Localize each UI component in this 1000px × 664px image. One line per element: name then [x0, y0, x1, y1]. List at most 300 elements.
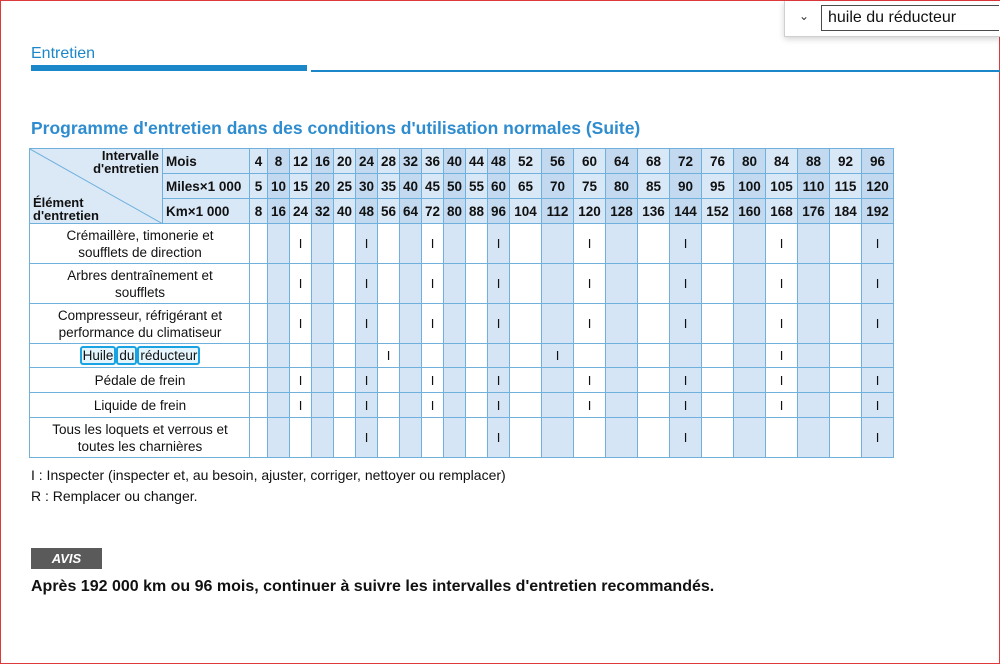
schedule-cell	[250, 418, 268, 458]
inspect-mark: I	[430, 276, 435, 291]
schedule-cell	[702, 304, 734, 344]
schedule-cell	[250, 224, 268, 264]
schedule-cell	[312, 304, 334, 344]
schedule-cell	[444, 264, 466, 304]
month-header-72: 72	[670, 149, 702, 174]
inspect-mark: I	[587, 236, 592, 251]
km-header-168: 168	[766, 199, 798, 224]
month-header-12: 12	[290, 149, 312, 174]
schedule-cell	[510, 393, 542, 418]
schedule-cell	[798, 264, 830, 304]
maintenance-item-label	[30, 344, 250, 368]
miles-header-65: 65	[510, 174, 542, 199]
schedule-cell	[798, 304, 830, 344]
search-highlight: du	[116, 346, 137, 365]
schedule-cell	[488, 224, 510, 264]
schedule-cell	[606, 368, 638, 393]
maintenance-item-label: Compresseur, réfrigérant et performance du climatiseur	[30, 304, 250, 344]
months-label: Mois	[163, 149, 250, 174]
km-header-144: 144	[670, 199, 702, 224]
schedule-cell	[542, 368, 574, 393]
miles-header-50: 50	[444, 174, 466, 199]
schedule-cell	[334, 418, 356, 458]
month-header-36: 36	[422, 149, 444, 174]
schedule-cell	[466, 418, 488, 458]
inspect-mark: I	[587, 397, 592, 413]
maintenance-item-label: Pédale de frein	[30, 368, 250, 393]
schedule-cell	[378, 368, 400, 393]
month-header-76: 76	[702, 149, 734, 174]
miles-header-5: 5	[250, 174, 268, 199]
schedule-cell	[488, 393, 510, 418]
schedule-cell	[312, 393, 334, 418]
miles-header-75: 75	[574, 174, 606, 199]
table-row	[30, 393, 894, 418]
inspect-mark: I	[875, 276, 880, 291]
schedule-cell	[638, 264, 670, 304]
schedule-cell	[378, 304, 400, 344]
schedule-cell	[334, 368, 356, 393]
km-header-16: 16	[268, 199, 290, 224]
month-header-24: 24	[356, 149, 378, 174]
inspect-mark: I	[587, 372, 592, 388]
schedule-cell	[766, 393, 798, 418]
month-header-68: 68	[638, 149, 670, 174]
miles-header-45: 45	[422, 174, 444, 199]
schedule-cell	[766, 224, 798, 264]
inspect-mark: I	[683, 397, 688, 413]
section-title: Entretien	[31, 45, 96, 62]
month-header-84: 84	[766, 149, 798, 174]
schedule-cell	[334, 304, 356, 344]
miles-header-95: 95	[702, 174, 734, 199]
miles-header-30: 30	[356, 174, 378, 199]
month-header-64: 64	[606, 149, 638, 174]
schedule-cell	[422, 344, 444, 368]
schedule-cell	[574, 344, 606, 368]
km-header-48: 48	[356, 199, 378, 224]
month-header-32: 32	[400, 149, 422, 174]
schedule-cell	[862, 393, 894, 418]
schedule-cell	[766, 344, 798, 368]
inspect-mark: I	[875, 236, 880, 251]
schedule-cell	[670, 393, 702, 418]
corner-interval-label: Intervalle d'entretien	[93, 148, 159, 176]
schedule-cell	[444, 418, 466, 458]
miles-header-25: 25	[334, 174, 356, 199]
miles-header-70: 70	[542, 174, 574, 199]
km-header-192: 192	[862, 199, 894, 224]
inspect-mark: I	[496, 236, 501, 251]
schedule-cell	[312, 368, 334, 393]
schedule-cell	[334, 344, 356, 368]
inspect-mark: I	[779, 348, 784, 363]
inspect-mark: I	[364, 276, 369, 291]
km-header-56: 56	[378, 199, 400, 224]
schedule-cell	[268, 368, 290, 393]
schedule-cell	[574, 304, 606, 344]
section-rule-thin	[311, 70, 1000, 72]
schedule-cell	[250, 304, 268, 344]
km-header-24: 24	[290, 199, 312, 224]
schedule-cell	[312, 344, 334, 368]
schedule-cell	[400, 393, 422, 418]
inspect-mark: I	[430, 397, 435, 413]
schedule-cell	[862, 368, 894, 393]
schedule-cell	[290, 304, 312, 344]
maintenance-schedule-table	[29, 148, 894, 458]
schedule-cell	[444, 368, 466, 393]
km-header-80: 80	[444, 199, 466, 224]
schedule-cell	[670, 344, 702, 368]
km-header-88: 88	[466, 199, 488, 224]
inspect-mark: I	[875, 430, 880, 445]
table-row	[30, 368, 894, 393]
km-header-40: 40	[334, 199, 356, 224]
schedule-cell	[798, 368, 830, 393]
schedule-cell	[734, 393, 766, 418]
schedule-cell	[268, 418, 290, 458]
schedule-cell	[574, 418, 606, 458]
schedule-cell	[466, 344, 488, 368]
miles-header-55: 55	[466, 174, 488, 199]
schedule-cell	[268, 304, 290, 344]
inspect-mark: I	[364, 316, 369, 331]
schedule-cell	[378, 224, 400, 264]
schedule-cell	[542, 393, 574, 418]
month-header-80: 80	[734, 149, 766, 174]
inspect-mark: I	[298, 236, 303, 251]
month-header-88: 88	[798, 149, 830, 174]
month-header-56: 56	[542, 149, 574, 174]
schedule-cell	[400, 304, 422, 344]
schedule-cell	[638, 304, 670, 344]
schedule-cell	[734, 304, 766, 344]
inspect-mark: I	[386, 348, 391, 363]
schedule-cell	[378, 344, 400, 368]
schedule-cell	[702, 224, 734, 264]
inspect-mark: I	[496, 276, 501, 291]
inspect-mark: I	[430, 316, 435, 331]
km-header-120: 120	[574, 199, 606, 224]
schedule-cell	[766, 418, 798, 458]
km-header-176: 176	[798, 199, 830, 224]
table-title: Programme d'entretien dans des conditions d'utilisation normales (Suite)	[31, 118, 641, 138]
schedule-cell	[290, 418, 312, 458]
month-header-40: 40	[444, 149, 466, 174]
km-header-72: 72	[422, 199, 444, 224]
schedule-cell	[312, 418, 334, 458]
month-header-4: 4	[250, 149, 268, 174]
inspect-mark: I	[587, 276, 592, 291]
km-label: Km×1 000	[163, 199, 250, 224]
km-header-8: 8	[250, 199, 268, 224]
schedule-cell	[638, 224, 670, 264]
inspect-mark: I	[364, 372, 369, 388]
inspect-mark: I	[364, 397, 369, 413]
schedule-cell	[638, 344, 670, 368]
schedule-cell	[444, 393, 466, 418]
schedule-cell	[268, 393, 290, 418]
schedule-cell	[830, 264, 862, 304]
month-header-52: 52	[510, 149, 542, 174]
schedule-cell	[290, 344, 312, 368]
inspect-mark: I	[587, 316, 592, 331]
schedule-cell	[830, 418, 862, 458]
schedule-cell	[422, 304, 444, 344]
schedule-cell	[268, 224, 290, 264]
schedule-cell	[766, 304, 798, 344]
maintenance-item-label: Tous les loquets et verrous et toutes les charnières	[30, 418, 250, 458]
schedule-cell	[830, 304, 862, 344]
km-header-128: 128	[606, 199, 638, 224]
schedule-cell	[268, 264, 290, 304]
inspect-mark: I	[298, 372, 303, 388]
inspect-mark: I	[555, 348, 560, 363]
inspect-mark: I	[779, 397, 784, 413]
schedule-cell	[334, 224, 356, 264]
schedule-cell	[510, 418, 542, 458]
chevron-down-icon[interactable]: ⌄	[798, 9, 810, 23]
schedule-cell	[422, 368, 444, 393]
schedule-cell	[734, 224, 766, 264]
schedule-cell	[862, 304, 894, 344]
schedule-cell	[422, 264, 444, 304]
inspect-mark: I	[875, 397, 880, 413]
schedule-cell	[290, 368, 312, 393]
inspect-mark: I	[364, 430, 369, 445]
schedule-cell	[638, 418, 670, 458]
schedule-cell	[400, 264, 422, 304]
schedule-cell	[702, 368, 734, 393]
schedule-cell	[574, 368, 606, 393]
schedule-cell	[422, 393, 444, 418]
schedule-cell	[466, 368, 488, 393]
inspect-mark: I	[779, 372, 784, 388]
search-highlight: réducteur	[137, 346, 200, 365]
miles-header-90: 90	[670, 174, 702, 199]
maintenance-item-label: Liquide de frein	[30, 393, 250, 418]
schedule-cell	[670, 418, 702, 458]
schedule-cell	[466, 224, 488, 264]
schedule-cell	[862, 418, 894, 458]
month-header-92: 92	[830, 149, 862, 174]
miles-header-10: 10	[268, 174, 290, 199]
schedule-cell	[488, 418, 510, 458]
schedule-cell	[862, 344, 894, 368]
month-header-48: 48	[488, 149, 510, 174]
schedule-cell	[268, 344, 290, 368]
month-header-16: 16	[312, 149, 334, 174]
schedule-cell	[378, 418, 400, 458]
schedule-cell	[356, 344, 378, 368]
schedule-cell	[574, 224, 606, 264]
schedule-cell	[830, 224, 862, 264]
inspect-mark: I	[496, 397, 501, 413]
inspect-mark: I	[496, 316, 501, 331]
miles-header-110: 110	[798, 174, 830, 199]
schedule-cell	[510, 368, 542, 393]
inspect-mark: I	[875, 372, 880, 388]
inspect-mark: I	[779, 276, 784, 291]
schedule-cell	[862, 264, 894, 304]
schedule-cell	[798, 344, 830, 368]
miles-header-60: 60	[488, 174, 510, 199]
schedule-cell	[422, 224, 444, 264]
schedule-cell	[670, 264, 702, 304]
schedule-cell	[734, 344, 766, 368]
schedule-cell	[670, 368, 702, 393]
km-header-136: 136	[638, 199, 670, 224]
km-header-184: 184	[830, 199, 862, 224]
table-corner-header	[30, 149, 163, 224]
km-header-152: 152	[702, 199, 734, 224]
inspect-mark: I	[779, 236, 784, 251]
inspect-mark: I	[683, 430, 688, 445]
schedule-cell	[312, 264, 334, 304]
table-row	[30, 224, 894, 264]
schedule-cell	[606, 224, 638, 264]
inspect-mark: I	[364, 236, 369, 251]
schedule-cell	[356, 393, 378, 418]
schedule-cell	[798, 418, 830, 458]
schedule-cell	[250, 344, 268, 368]
schedule-cell	[378, 393, 400, 418]
avis-text: Après 192 000 km ou 96 mois, continuer à suivre les intervalles d'entretien recommandés.	[31, 578, 715, 595]
schedule-cell	[400, 224, 422, 264]
table-row	[30, 418, 894, 458]
table-row	[30, 264, 894, 304]
schedule-cell	[290, 264, 312, 304]
schedule-cell	[312, 224, 334, 264]
inspect-mark: I	[298, 397, 303, 413]
schedule-cell	[766, 368, 798, 393]
schedule-cell	[638, 368, 670, 393]
inspect-mark: I	[496, 372, 501, 388]
miles-header-80: 80	[606, 174, 638, 199]
schedule-cell	[606, 264, 638, 304]
schedule-cell	[510, 264, 542, 304]
schedule-cell	[798, 224, 830, 264]
schedule-cell	[250, 264, 268, 304]
inspect-mark: I	[779, 316, 784, 331]
miles-header-40: 40	[400, 174, 422, 199]
schedule-cell	[356, 264, 378, 304]
legend-replace: R : Remplacer ou changer.	[31, 488, 198, 504]
miles-header-85: 85	[638, 174, 670, 199]
schedule-cell	[400, 418, 422, 458]
miles-header-35: 35	[378, 174, 400, 199]
schedule-cell	[734, 264, 766, 304]
schedule-cell	[444, 304, 466, 344]
maintenance-item-label: Arbres dentraînement et soufflets	[30, 264, 250, 304]
km-header-112: 112	[542, 199, 574, 224]
schedule-cell	[356, 368, 378, 393]
schedule-cell	[444, 344, 466, 368]
schedule-cell	[400, 368, 422, 393]
schedule-cell	[574, 264, 606, 304]
schedule-cell	[488, 368, 510, 393]
schedule-cell	[334, 393, 356, 418]
schedule-cell	[830, 368, 862, 393]
km-header-160: 160	[734, 199, 766, 224]
miles-label: Miles×1 000	[163, 174, 250, 199]
schedule-cell	[702, 344, 734, 368]
schedule-cell	[378, 264, 400, 304]
miles-header-120: 120	[862, 174, 894, 199]
inspect-mark: I	[496, 430, 501, 445]
schedule-cell	[702, 393, 734, 418]
section-rule-thick	[31, 65, 307, 71]
miles-header-105: 105	[766, 174, 798, 199]
schedule-cell	[444, 224, 466, 264]
miles-header-20: 20	[312, 174, 334, 199]
inspect-mark: I	[683, 372, 688, 388]
inspect-mark: I	[683, 316, 688, 331]
search-input[interactable]	[821, 5, 999, 31]
schedule-cell	[422, 418, 444, 458]
inspect-mark: I	[683, 276, 688, 291]
schedule-cell	[734, 368, 766, 393]
month-header-96: 96	[862, 149, 894, 174]
table-row	[30, 304, 894, 344]
inspect-mark: I	[430, 236, 435, 251]
schedule-cell	[356, 418, 378, 458]
schedule-cell	[734, 418, 766, 458]
corner-item-label: Élément d'entretien	[33, 195, 99, 223]
km-header-64: 64	[400, 199, 422, 224]
schedule-cell	[542, 344, 574, 368]
schedule-cell	[466, 304, 488, 344]
schedule-cell	[830, 393, 862, 418]
inspect-mark: I	[683, 236, 688, 251]
miles-header-115: 115	[830, 174, 862, 199]
month-header-44: 44	[466, 149, 488, 174]
table-row	[30, 344, 894, 368]
inspect-mark: I	[298, 316, 303, 331]
schedule-cell	[250, 368, 268, 393]
schedule-cell	[702, 264, 734, 304]
schedule-cell	[488, 304, 510, 344]
find-bar	[784, 1, 1000, 37]
schedule-cell	[542, 224, 574, 264]
miles-header-100: 100	[734, 174, 766, 199]
month-header-8: 8	[268, 149, 290, 174]
schedule-cell	[670, 304, 702, 344]
schedule-cell	[466, 393, 488, 418]
inspect-mark: I	[875, 316, 880, 331]
inspect-mark: I	[298, 276, 303, 291]
schedule-cell	[830, 344, 862, 368]
km-header-104: 104	[510, 199, 542, 224]
schedule-cell	[250, 393, 268, 418]
schedule-cell	[488, 344, 510, 368]
km-header-32: 32	[312, 199, 334, 224]
maintenance-item-label: Crémaillère, timonerie et soufflets de direction	[30, 224, 250, 264]
schedule-cell	[606, 344, 638, 368]
schedule-cell	[542, 418, 574, 458]
schedule-cell	[542, 304, 574, 344]
schedule-cell	[488, 264, 510, 304]
month-header-60: 60	[574, 149, 606, 174]
legend-inspect: I : Inspecter (inspecter et, au besoin, ajuster, corriger, nettoyer ou remplacer)	[31, 467, 506, 483]
schedule-cell	[702, 418, 734, 458]
schedule-cell	[638, 393, 670, 418]
schedule-cell	[510, 344, 542, 368]
schedule-cell	[290, 224, 312, 264]
schedule-cell	[290, 393, 312, 418]
km-header-96: 96	[488, 199, 510, 224]
